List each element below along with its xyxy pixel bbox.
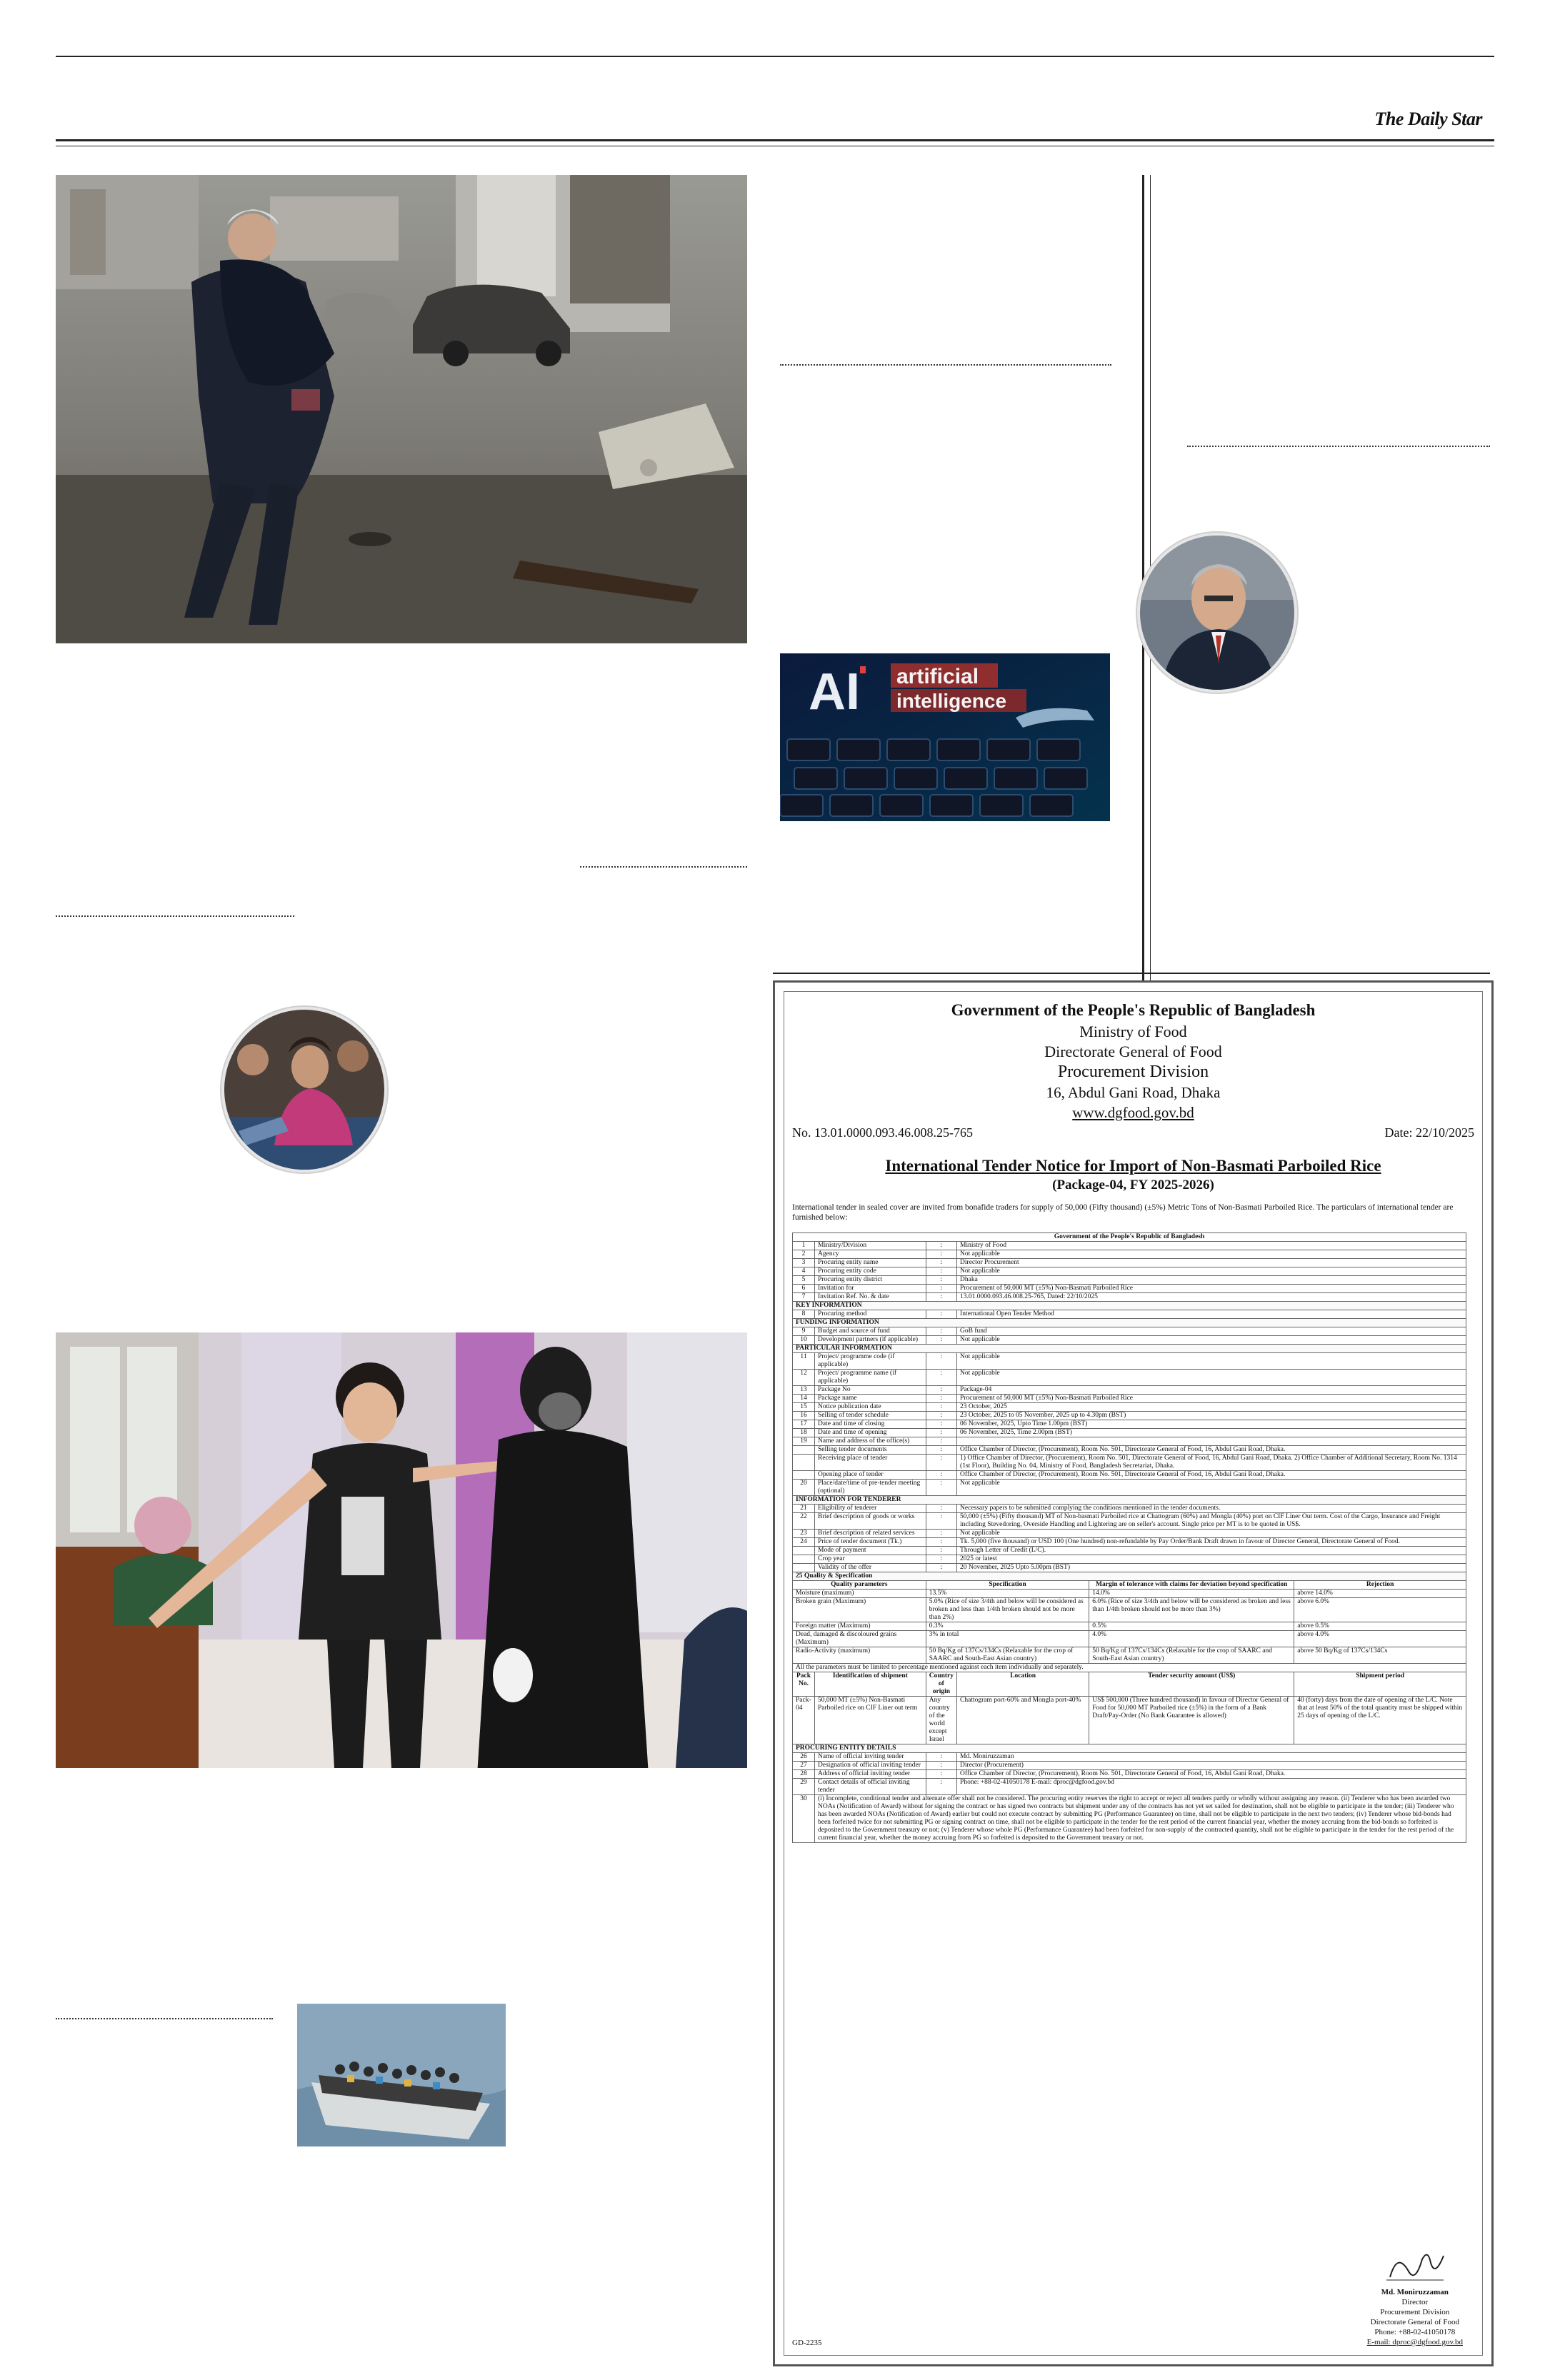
row-colon: :: [926, 1564, 956, 1572]
section-row: [793, 1572, 1466, 1581]
quality-head: Specification: [926, 1581, 1089, 1590]
row-number: 14: [793, 1395, 815, 1403]
row-number: 2: [793, 1250, 815, 1259]
sig-phone: Phone: +88-02-41050178: [1374, 2328, 1456, 2336]
row-field: Date and time of opening: [815, 1429, 926, 1437]
table-caption: Government of the People's Republic of Bangladesh: [793, 1233, 1466, 1242]
table-row: [793, 1242, 1466, 1250]
row-colon: :: [926, 1267, 956, 1276]
caption-row: [793, 1233, 1466, 1242]
row-field: Invitation for: [815, 1285, 926, 1293]
row-field: Validity of the offer: [815, 1564, 926, 1572]
table-row: [793, 1505, 1466, 1513]
table-row: [793, 1753, 1466, 1762]
quality-margin: 50 Bq/Kg of 137Cs/134Cs (Relaxable for the crop of SAARC and South-East Asian country): [1089, 1647, 1294, 1664]
top-rule: [56, 56, 1494, 57]
row-value: Not applicable: [957, 1267, 1466, 1276]
row-number: 27: [793, 1762, 815, 1770]
row-colon: :: [926, 1403, 956, 1412]
signature-block: [1367, 2249, 1463, 2347]
ship-head-row: [793, 1672, 1466, 1697]
row-number: [793, 1547, 815, 1555]
quality-row: [793, 1590, 1466, 1598]
row-colon: :: [926, 1513, 956, 1530]
row-number: 3: [793, 1259, 815, 1267]
row-field: Ministry/Division: [815, 1242, 926, 1250]
section-row: [793, 1496, 1466, 1505]
quality-head: Quality parameters: [793, 1581, 926, 1590]
row-field: Brief description of related services: [815, 1530, 926, 1538]
photo-boat-migrants: [297, 2004, 506, 2146]
row-number: 23: [793, 1530, 815, 1538]
row-field: Project/ programme code (if applicable): [815, 1353, 926, 1370]
row-field: Procuring method: [815, 1310, 926, 1319]
row-colon: :: [926, 1471, 956, 1480]
row-number: 28: [793, 1770, 815, 1779]
row-value: Package-04: [957, 1386, 1466, 1395]
section-heading: PROCURING ENTITY DETAILS: [793, 1744, 1466, 1753]
ship-cell: Chattogram port-60% and Mongla port-40%: [957, 1697, 1089, 1744]
table-row: [793, 1513, 1466, 1530]
quality-spec: 13.5%: [926, 1590, 1089, 1598]
quality-rejection: above 6.0%: [1294, 1598, 1466, 1622]
row-colon: :: [926, 1779, 956, 1795]
section-row: [793, 1345, 1466, 1353]
table-row: [793, 1412, 1466, 1420]
row-colon: :: [926, 1505, 956, 1513]
row-field: Development partners (if applicable): [815, 1336, 926, 1345]
table-row: [793, 1429, 1466, 1437]
quality-param: Radio-Activity (maximum): [793, 1647, 926, 1664]
section-heading: 25 Quality & Specification: [793, 1572, 1466, 1581]
row-value: Director Procurement: [957, 1259, 1466, 1267]
row-number: 12: [793, 1370, 815, 1386]
table-row: [793, 1762, 1466, 1770]
row-field: Address of official inviting tender: [815, 1770, 926, 1779]
row-number: 20: [793, 1480, 815, 1496]
quality-param: Foreign matter (Maximum): [793, 1622, 926, 1631]
sig-name: Md. Moniruzzaman: [1381, 2288, 1449, 2296]
row-number: 5: [793, 1276, 815, 1285]
row-colon: :: [926, 1386, 956, 1395]
row-number: 18: [793, 1429, 815, 1437]
table-row: [793, 1285, 1466, 1293]
photo-rescue-rubble: [56, 175, 747, 643]
quality-rejection: above 0.5%: [1294, 1622, 1466, 1631]
row-colon: :: [926, 1276, 956, 1285]
signature-mark: [1383, 2249, 1447, 2284]
quality-head: Margin of tolerance with claims for deviation beyond specification: [1089, 1581, 1294, 1590]
section-heading: FUNDING INFORMATION: [793, 1319, 1466, 1327]
row-number: 22: [793, 1513, 815, 1530]
ship-cell: 50,000 MT (±5%) Non-Basmati Parboiled rice on CIF Liner out term: [815, 1697, 926, 1744]
row-field: Designation of official inviting tender: [815, 1762, 926, 1770]
quality-note: All the parameters must be limited to percentage mentioned against each item individually and separately.: [793, 1664, 1466, 1672]
quality-margin: 14.0%: [1089, 1590, 1294, 1598]
ship-row: [793, 1697, 1466, 1744]
right-column-divider: [1187, 446, 1490, 447]
row-number: 19: [793, 1437, 815, 1446]
row-number: 13: [793, 1386, 815, 1395]
quality-rejection: above 4.0%: [1294, 1631, 1466, 1647]
row-number: 24: [793, 1538, 815, 1547]
quality-row: [793, 1647, 1466, 1664]
quality-note-row: [793, 1664, 1466, 1672]
notice-address: 16, Abdul Gani Road, Dhaka: [1046, 1084, 1221, 1101]
table-row: [793, 1480, 1466, 1496]
row-value: 50,000 (±5%) (Fifty thousand) MT of Non-basmati Parboiled rice at Chattogram (60%) and Mongla (40%) port on CIF Liner Out term. Cost of the Cargo, Insurance and Freight including Stevedoring, Overside Handling and Lightering are on seller's account. Single price per MT is to be quoted in US$.: [957, 1513, 1466, 1530]
notice-ref-no: No. 13.01.0000.093.46.008.25-765: [792, 1125, 973, 1140]
table-row: [793, 1455, 1466, 1471]
table-row: [793, 1310, 1466, 1319]
photo-ai-artificial-intelligence: [780, 653, 1110, 821]
quality-margin: 6.0% (Rice of size 3/4th and below will be considered as broken and less than 1/4th broken should not be more than 3%): [1089, 1598, 1294, 1622]
row-colon: :: [926, 1555, 956, 1564]
row-colon: :: [926, 1770, 956, 1779]
quality-row: [793, 1631, 1466, 1647]
row-colon: :: [926, 1310, 956, 1319]
row-value: Procurement of 50,000 MT (±5%) Non-Basmati Parboiled Rice: [957, 1395, 1466, 1403]
table-row: [793, 1446, 1466, 1455]
row-value: Not applicable: [957, 1250, 1466, 1259]
section-row: [793, 1302, 1466, 1310]
ship-head: Country of origin: [926, 1672, 956, 1697]
row-value: Necessary papers to be submitted complying the conditions mentioned in the tender documents.: [957, 1505, 1466, 1513]
quality-param: Moisture (maximum): [793, 1590, 926, 1598]
row-colon: :: [926, 1762, 956, 1770]
row-field: Place/date/time of pre-tender meeting (optional): [815, 1480, 926, 1496]
header-rule-1: [56, 139, 1494, 141]
row-value: 1) Office Chamber of Director, (Procurement), Room No. 501, Directorate General of Food, 16, Abdul Gani Road, Dhaka. 2) Office Chamber of Additional Secretary, Room No. 1314 (1st Floor), Building No. 04, Ministry of Food, Bangladesh Secretariat, Dhaka.: [957, 1455, 1466, 1471]
row-number: 6: [793, 1285, 815, 1293]
table-row: [793, 1370, 1466, 1386]
table-row: [793, 1386, 1466, 1395]
quality-rejection: above 50 Bq/Kg of 137Cs/134Cs: [1294, 1647, 1466, 1664]
row-value: Through Letter of Credit (L/C).: [957, 1547, 1466, 1555]
tender-table: [792, 1232, 1466, 1843]
row-field: Name of official inviting tender: [815, 1753, 926, 1762]
table-row: [793, 1395, 1466, 1403]
table-row: [793, 1779, 1466, 1795]
notice-government: Government of the People's Republic of Bangladesh: [951, 1001, 1316, 1019]
quality-param: Dead, damaged & discoloured grains (Maximum): [793, 1631, 926, 1647]
row-value: Not applicable: [957, 1353, 1466, 1370]
row-value: Ministry of Food: [957, 1242, 1466, 1250]
row-field: Mode of payment: [815, 1547, 926, 1555]
row-value: International Open Tender Method: [957, 1310, 1466, 1319]
row-colon: :: [926, 1285, 956, 1293]
ship-cell: 40 (forty) days from the date of opening of the L/C. Note that at least 50% of the total quantity must be shipped within 25 days of opening of the L/C.: [1294, 1697, 1466, 1744]
row-number: 4: [793, 1267, 815, 1276]
table-row: [793, 1530, 1466, 1538]
quality-margin: 4.0%: [1089, 1631, 1294, 1647]
row-number: 8: [793, 1310, 815, 1319]
conditions-row: [793, 1795, 1466, 1843]
row-number: 11: [793, 1353, 815, 1370]
table-row: [793, 1547, 1466, 1555]
table-row: [793, 1353, 1466, 1370]
table-row: [793, 1770, 1466, 1779]
row-field: Project/ programme name (if applicable): [815, 1370, 926, 1386]
row-colon: :: [926, 1336, 956, 1345]
row-colon: :: [926, 1753, 956, 1762]
sig-email: E-mail: dproc@dgfood.gov.bd: [1366, 2338, 1463, 2346]
table-row: [793, 1267, 1466, 1276]
row-value: Phone: +88-02-41050178 E-mail: dproc@dgfood.gov.bd: [957, 1779, 1466, 1795]
quality-param: Broken grain (Maximum): [793, 1598, 926, 1622]
section-row: [793, 1744, 1466, 1753]
row-value: 06 November, 2025, Time 2.00pm (BST): [957, 1429, 1466, 1437]
sig-division: Procurement Division: [1380, 2308, 1450, 2316]
left-divider-1: [580, 866, 747, 868]
row-colon: :: [926, 1538, 956, 1547]
row-value: Office Chamber of Director, (Procurement), Room No. 501, Directorate General of Food, 16, Abdul Gani Road, Dhaka.: [957, 1770, 1466, 1779]
ai-logo-artificial: artificial: [896, 665, 979, 688]
row-number: 17: [793, 1420, 815, 1429]
table-row: [793, 1276, 1466, 1285]
row-number: 10: [793, 1336, 815, 1345]
section-heading: PARTICULAR INFORMATION: [793, 1345, 1466, 1353]
table-row: [793, 1471, 1466, 1480]
row-number: 15: [793, 1403, 815, 1412]
section-row: [793, 1319, 1466, 1327]
row-number: 21: [793, 1505, 815, 1513]
notice-ministry: Ministry of Food: [1079, 1023, 1187, 1040]
row-number: 9: [793, 1327, 815, 1336]
row-value: GoB fund: [957, 1327, 1466, 1336]
ai-logo-text: AI: [809, 663, 860, 720]
notice-date: Date: 22/10/2025: [1384, 1125, 1474, 1140]
row-colon: :: [926, 1395, 956, 1403]
row-colon: :: [926, 1429, 956, 1437]
quality-spec: 3% in total: [926, 1631, 1089, 1647]
row-value: Tk. 5,000 (five thousand) or USD 100 (One hundred) non-refundable by Pay Order/Bank Draft drawn in favour of Director General, Directorate General of Food.: [957, 1538, 1466, 1547]
table-row: [793, 1538, 1466, 1547]
quality-spec: 0.3%: [926, 1622, 1089, 1631]
row-number: 1: [793, 1242, 815, 1250]
row-field: Selling of tender schedule: [815, 1412, 926, 1420]
ship-head: Tender security amount (US$): [1089, 1672, 1294, 1697]
sig-title: Director: [1401, 2298, 1429, 2306]
section-heading: KEY INFORMATION: [793, 1302, 1466, 1310]
quality-spec: 50 Bq/Kg of 137Cs/134Cs (Relaxable for the crop of SAARC and South-East Asian country): [926, 1647, 1089, 1664]
quality-rejection: above 14.0%: [1294, 1590, 1466, 1598]
row-field: Invitation Ref. No. & date: [815, 1293, 926, 1302]
table-row: [793, 1250, 1466, 1259]
table-row: [793, 1403, 1466, 1412]
ship-head: Pack No.: [793, 1672, 815, 1697]
notice-division: Procurement Division: [1057, 1063, 1209, 1081]
masthead-logo: The Daily Star: [1374, 109, 1482, 129]
row-value: Not applicable: [957, 1336, 1466, 1345]
row-field: Name and address of the office(s): [815, 1437, 926, 1446]
ship-head: Location: [957, 1672, 1089, 1697]
row-field: Receiving place of tender: [815, 1455, 926, 1471]
row-value: 23 October, 2025 to 05 November, 2025 up to 4.30pm (BST): [957, 1412, 1466, 1420]
table-row: [793, 1564, 1466, 1572]
row-value: Not applicable: [957, 1370, 1466, 1386]
row-value: 06 November, 2025, Upto Time 1.00pm (BST): [957, 1420, 1466, 1429]
table-row: [793, 1327, 1466, 1336]
quality-row: [793, 1622, 1466, 1631]
notice-top-rule: [773, 973, 1490, 974]
left-divider-3: [56, 2018, 273, 2019]
ship-cell: US$ 500,000 (Three hundred thousand) in favour of Director General of Food for 50,000 MT Parboiled rice (±5%) in the form of a Bank Draft/Pay-Order (No Bank Guarantee is allowed): [1089, 1697, 1294, 1744]
row-number: 30: [793, 1795, 815, 1843]
notice-website-link[interactable]: www.dgfood.gov.bd: [1072, 1104, 1194, 1121]
row-colon: :: [926, 1250, 956, 1259]
table-row: [793, 1293, 1466, 1302]
column-divider: [780, 364, 1111, 366]
row-value: Office Chamber of Director, (Procurement), Room No. 501, Directorate General of Food, 16, Abdul Gani Road, Dhaka.: [957, 1471, 1466, 1480]
row-value: 23 October, 2025: [957, 1403, 1466, 1412]
row-colon: :: [926, 1259, 956, 1267]
row-number: [793, 1471, 815, 1480]
row-colon: :: [926, 1420, 956, 1429]
row-value: Director (Procurement): [957, 1762, 1466, 1770]
tender-notice: [773, 980, 1494, 2366]
row-value: 2025 or latest: [957, 1555, 1466, 1564]
row-colon: :: [926, 1242, 956, 1250]
row-value: [957, 1437, 1466, 1446]
table-row: [793, 1420, 1466, 1429]
quality-margin: 0.5%: [1089, 1622, 1294, 1631]
quality-spec: 5.0% (Rice of size 3/4th and below will be considered as broken and less than 1/4th broken should not be more than 2%): [926, 1598, 1089, 1622]
row-number: [793, 1564, 815, 1572]
photo-child-circle: [221, 1007, 387, 1173]
table-row: [793, 1437, 1466, 1446]
row-colon: :: [926, 1455, 956, 1471]
row-field: Package No: [815, 1386, 926, 1395]
row-field: Budget and source of fund: [815, 1327, 926, 1336]
quality-row: [793, 1598, 1466, 1622]
row-value: 20 November, 2025 Upto 5.00pm (BST): [957, 1564, 1466, 1572]
row-field: Opening place of tender: [815, 1471, 926, 1480]
row-field: Procuring entity district: [815, 1276, 926, 1285]
row-colon: :: [926, 1327, 956, 1336]
notice-gd-number: GD-2235: [792, 2339, 822, 2347]
row-colon: :: [926, 1480, 956, 1496]
row-field: Package name: [815, 1395, 926, 1403]
row-number: [793, 1555, 815, 1564]
row-field: Date and time of closing: [815, 1420, 926, 1429]
row-number: 26: [793, 1753, 815, 1762]
notice-subtitle: (Package-04, FY 2025-2026): [1052, 1178, 1214, 1192]
row-number: 16: [793, 1412, 815, 1420]
row-value: Not applicable: [957, 1480, 1466, 1496]
row-value: Office Chamber of Director, (Procurement), Room No. 501, Directorate General of Food, 16, Abdul Gani Road, Dhaka.: [957, 1446, 1466, 1455]
row-field: Price of tender document (Tk.): [815, 1538, 926, 1547]
row-number: [793, 1455, 815, 1471]
row-field: Brief description of goods or works: [815, 1513, 926, 1530]
ship-cell: Any country of the world except Israel: [926, 1697, 956, 1744]
ship-head: Shipment period: [1294, 1672, 1466, 1697]
row-colon: :: [926, 1353, 956, 1370]
row-field: Crop year: [815, 1555, 926, 1564]
row-field: Selling tender documents: [815, 1446, 926, 1455]
row-colon: :: [926, 1437, 956, 1446]
notice-directorate: Directorate General of Food: [1044, 1043, 1222, 1060]
row-value: Md. Moniruzzaman: [957, 1753, 1466, 1762]
row-colon: :: [926, 1412, 956, 1420]
table-row: [793, 1336, 1466, 1345]
row-number: 7: [793, 1293, 815, 1302]
row-colon: :: [926, 1446, 956, 1455]
table-row: [793, 1259, 1466, 1267]
notice-intro: International tender in sealed cover are invited from bonafide traders for supply of 50,000 (Fifty thousand) (±5%) Metric Tons of Non-Basmati Parboiled Rice. The particulars of international tender are furnished below:: [792, 1203, 1454, 1222]
row-value: Dhaka: [957, 1276, 1466, 1285]
row-field: Procuring entity name: [815, 1259, 926, 1267]
row-colon: :: [926, 1370, 956, 1386]
section-heading: INFORMATION FOR TENDERER: [793, 1496, 1466, 1505]
quality-head-row: [793, 1581, 1466, 1590]
row-field: Eligibility of tenderer: [815, 1505, 926, 1513]
row-value: Procurement of 50,000 MT (±5%) Non-Basmati Parboiled Rice: [957, 1285, 1466, 1293]
row-field: Agency: [815, 1250, 926, 1259]
sig-directorate: Directorate General of Food: [1370, 2318, 1459, 2326]
row-number: 29: [793, 1779, 815, 1795]
ship-head: Identification of shipment: [815, 1672, 926, 1697]
conditions-text: (i) Incomplete, conditional tender and alternate offer shall not be considered. The procuring entity reserves the right to accept or reject all tenders partly or wholly without assigning any reason. (ii) Tenderer who has been awarded two NOAs (Notification of Award) without for signing the contract or has signed two contracts but shipment under any of the contracts has not yet set sailed for destination, shall not be eligible to participate in the tender; (iii) Tenderer who has been awarded NOAs (Notification of Award) earlier but could not execute contract by submitting PG (Performance Guarantee) on time, shall not be eligible to participate in the next two tenders; (iv) Tenderer whose bid-bonds had been forfeited twice for not submitting PG or signing contract on time, shall not be eligible to participate in the tender for the rest period of the current financial year, whether the money accruing from the bid-bonds so forfeited is deposited to the Government treasury or not; (v) Tenderer whose whole PG (Performance Guarantee) had been forfeited for non-supply of the contracted quantity, shall not be eligible to participate in the tender for the rest period of the current financial year, whether the money accruing from PG so forfeited is deposited to the Government treasury or not.: [815, 1795, 1466, 1843]
row-field: Procuring entity code: [815, 1267, 926, 1276]
table-row: [793, 1555, 1466, 1564]
row-number: [793, 1446, 815, 1455]
row-colon: :: [926, 1530, 956, 1538]
row-value: Not applicable: [957, 1530, 1466, 1538]
left-divider-2: [56, 915, 294, 917]
row-colon: :: [926, 1547, 956, 1555]
portrait-official: [1137, 533, 1297, 693]
photo-screening: [56, 1332, 747, 1768]
ship-cell: Pack-04: [793, 1697, 815, 1744]
row-value: 13.01.0000.093.46.008.25-765, Dated: 22/10/2025: [957, 1293, 1466, 1302]
quality-head: Rejection: [1294, 1581, 1466, 1590]
row-field: Notice publication date: [815, 1403, 926, 1412]
row-colon: :: [926, 1293, 956, 1302]
notice-title: International Tender Notice for Import of Non-Basmati Parboiled Rice: [885, 1157, 1381, 1175]
ai-logo-intelligence: intelligence: [896, 690, 1007, 712]
row-field: Contact details of official inviting tender: [815, 1779, 926, 1795]
